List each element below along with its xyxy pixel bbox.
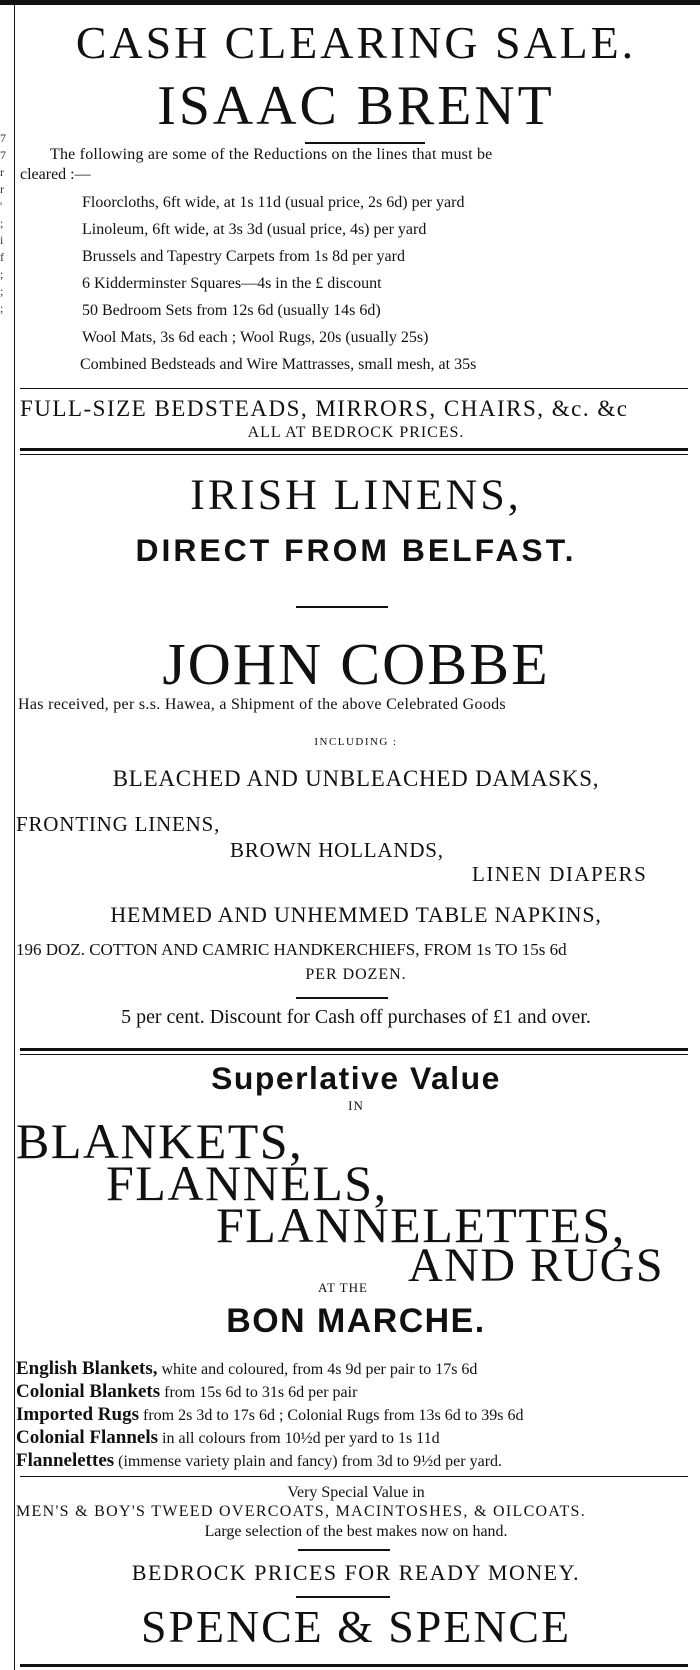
cobbe-fronting: FRONTING LINENS, [16,812,221,836]
brent-item: Floorcloths, 6ft wide, at 1s 11d (usual price, 2s 6d) per yard [82,194,465,211]
line-text: from 15s 6d to 31s 6d per pair [160,1384,358,1401]
line-lead: Colonial Blankets [16,1381,161,1402]
brent-bedrock-line: ALL AT BEDROCK PRICES. [247,424,465,441]
cobbe-handkerchiefs: 196 DOZ. COTTON AND CAMRIC HANDKERCHIEFS, FROM 1s TO 15s 6d [16,940,567,959]
brent-fullsize-line: FULL-SIZE BEDSTEADS, MIRRORS, CHAIRS, &c. &c [20,396,629,421]
bon-marche-line [16,1404,523,1426]
bon-marche-line [16,1450,502,1472]
brent-item: Brussels and Tapestry Carpets from 1s 8d per yard [82,248,405,265]
bon-marche-short-rule [298,1549,390,1551]
line-lead: Colonial Flannels [16,1427,158,1448]
cobbe-discount: 5 per cent. Discount for Cash off purchases of £1 and over. [121,1006,591,1028]
brent-item: Linoleum, 6ft wide, at 3s 3d (usual price, 4s) per yard [82,221,427,238]
brent-item: Wool Mats, 3s 6d each ; Wool Rugs, 20s (usually 25s) [82,329,429,346]
ready-money-line: BEDROCK PRICES FOR READY MONEY. [131,1560,581,1585]
overcoats-line: MEN'S & BOY'S TWEED OVERCOATS, MACINTOSHES, & OILCOATS. [16,1503,587,1520]
superlative-heading: Superlative Value [211,1060,501,1096]
bottom-rule [20,1664,688,1667]
line-text: white and coloured, from 4s 9d per pair to 17s 6d [157,1361,478,1378]
cobbe-short-rule [296,606,388,608]
cobbe-hollands: BROWN HOLLANDS, [230,838,444,862]
bon-marche-line [16,1427,440,1449]
and-rugs-heading: AND RUGS [408,1239,665,1292]
cobbe-heading-belfast: DIRECT FROM BELFAST. [135,532,577,568]
selection-line: Large selection of the best makes now on hand. [204,1523,508,1540]
line-text: in all colours from 10½d per yard to 1s 11d [158,1430,440,1447]
cobbe-napkins: HEMMED AND UNHEMMED TABLE NAPKINS, [110,902,602,927]
line-lead: English Blankets, [16,1358,158,1379]
bon-marche-name: BON MARCHE. [226,1302,486,1340]
margin-marks: 7 7 r r ' ; i f ; ; ; [0,131,6,315]
bon-marche-thin-rule [20,1476,688,1477]
cobbe-damasks: BLEACHED AND UNBLEACHED DAMASKS, [112,766,600,791]
cobbe-diapers: LINEN DIAPERS [472,862,648,886]
line-text: (immense variety plain and fancy) from 3d to 9½d per yard. [114,1453,503,1470]
bon-marche-short-rule-2 [296,1596,390,1598]
brent-item: Combined Bedsteads and Wire Mattrasses, small mesh, at 35s [80,356,477,373]
special-value-line: Very Special Value in [287,1484,425,1501]
brent-short-rule [305,142,425,144]
cobbe-heading-linens: IRISH LINENS, [190,471,522,519]
brent-item: 50 Bedroom Sets from 12s 6d (usually 14s 6d) [82,302,381,319]
section-divider [20,448,688,451]
spence-firm-name: SPENCE & SPENCE [140,1601,572,1652]
bon-marche-line [16,1358,477,1380]
cobbe-short-rule-2 [296,997,388,999]
cobbe-including: INCLUDING : [314,736,398,748]
brent-name: ISAAC BRENT [157,75,555,137]
cobbe-name: JOHN COBBE [162,631,550,697]
bon-marche-line [16,1381,357,1403]
cobbe-received-line: Has received, per s.s. Hawea, a Shipment of the above Celebrated Goods [18,696,506,713]
line-text: from 2s 3d to 17s 6d ; Colonial Rugs from 13s 6d to 39s 6d [138,1407,524,1424]
cobbe-per-dozen: PER DOZEN. [305,966,407,983]
brent-item: 6 Kidderminster Squares—4s in the £ discount [82,275,382,292]
brent-thin-rule [20,388,688,389]
blankets-heading: BLANKETS, [16,1113,304,1169]
line-lead: Flannelettes [16,1450,115,1471]
line-lead: Imported Rugs [16,1404,139,1425]
brent-heading: CASH CLEARING SALE. [75,17,637,68]
at-the-label: AT THE [318,1280,368,1295]
section-divider [20,1048,688,1051]
flannels-heading: FLANNELS, [106,1155,388,1211]
brent-intro-line1: The following are some of the Reductions on the lines that must be [50,146,493,163]
superlative-in: IN [348,1098,364,1113]
brent-intro-line2: cleared :— [20,166,91,183]
flannelettes-heading: FLANNELETTES, [216,1197,626,1253]
